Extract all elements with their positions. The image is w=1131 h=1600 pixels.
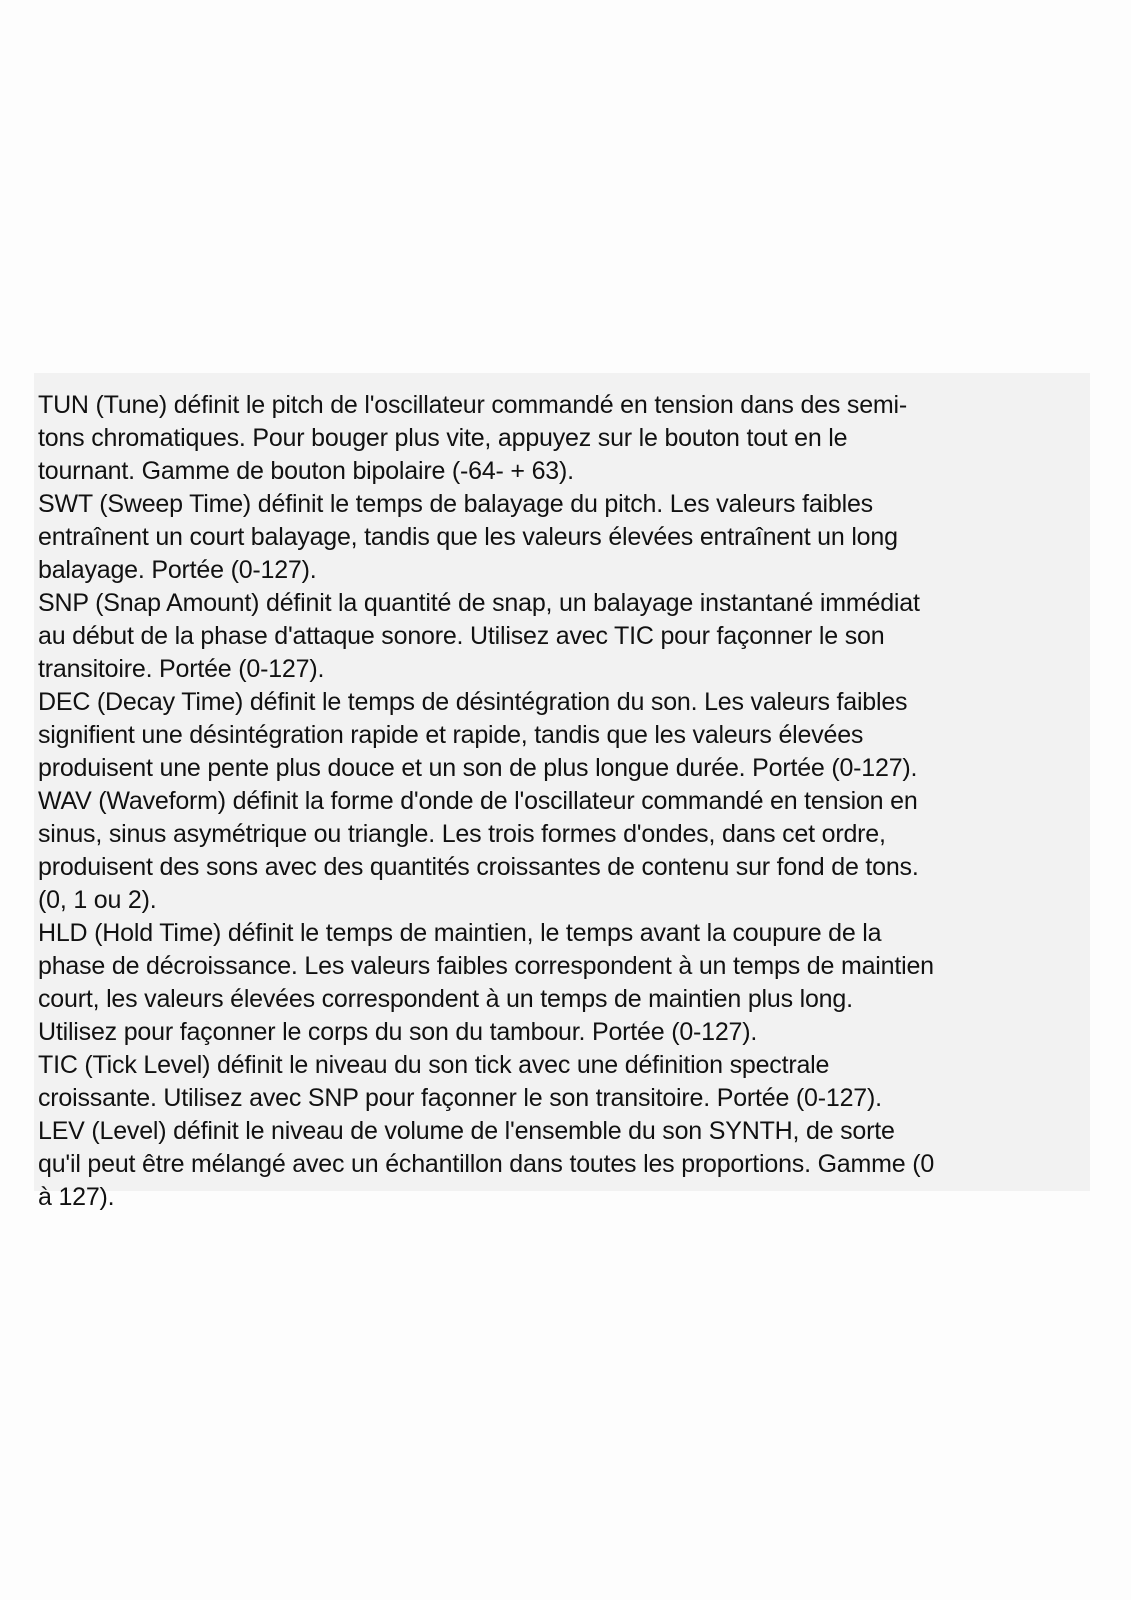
text-panel [34, 373, 1090, 1211]
text-line: au début de la phase d'attaque sonore. Utilisez avec TIC pour façonner le son [38, 622, 885, 650]
text-line: balayage. Portée (0-127). [38, 556, 317, 584]
text-line: transitoire. Portée (0-127). [38, 655, 325, 683]
text-line: WAV (Waveform) définit la forme d'onde de l'oscillateur commandé en tension en [38, 787, 918, 815]
text-line: qu'il peut être mélangé avec un échantillon dans toutes les proportions. Gamme (0 [38, 1150, 935, 1178]
text-line: LEV (Level) définit le niveau de volume de l'ensemble du son SYNTH, de sorte [38, 1117, 895, 1145]
text-line: tons chromatiques. Pour bouger plus vite, appuyez sur le bouton tout en le [38, 424, 848, 452]
parameter-description-text [38, 389, 1086, 1214]
text-line: SWT (Sweep Time) définit le temps de balayage du pitch. Les valeurs faibles [38, 490, 873, 518]
text-line: (0, 1 ou 2). [38, 886, 157, 914]
text-line: Utilisez pour façonner le corps du son du tambour. Portée (0-127). [38, 1018, 758, 1046]
text-line: HLD (Hold Time) définit le temps de maintien, le temps avant la coupure de la [38, 919, 882, 947]
text-line: court, les valeurs élevées correspondent à un temps de maintien plus long. [38, 985, 853, 1013]
text-line: entraînent un court balayage, tandis que les valeurs élevées entraînent un long [38, 523, 898, 551]
text-line: DEC (Decay Time) définit le temps de désintégration du son. Les valeurs faibles [38, 688, 908, 716]
text-line: à 127). [38, 1183, 115, 1211]
text-line: SNP (Snap Amount) définit la quantité de snap, un balayage instantané immédiat [38, 589, 920, 617]
text-line: produisent une pente plus douce et un son de plus longue durée. Portée (0-127). [38, 754, 918, 782]
text-line: produisent des sons avec des quantités croissantes de contenu sur fond de tons. [38, 853, 919, 881]
text-line: tournant. Gamme de bouton bipolaire (-64- + 63). [38, 457, 574, 485]
text-line: phase de décroissance. Les valeurs faibles correspondent à un temps de maintien [38, 952, 934, 980]
text-line: signifient une désintégration rapide et rapide, tandis que les valeurs élevées [38, 721, 864, 749]
text-line: TIC (Tick Level) définit le niveau du son tick avec une définition spectrale [38, 1051, 830, 1079]
text-line: TUN (Tune) définit le pitch de l'oscillateur commandé en tension dans des semi- [38, 391, 908, 419]
text-line: croissante. Utilisez avec SNP pour façonner le son transitoire. Portée (0-127). [38, 1084, 882, 1112]
text-line: sinus, sinus asymétrique ou triangle. Les trois formes d'ondes, dans cet ordre, [38, 820, 886, 848]
